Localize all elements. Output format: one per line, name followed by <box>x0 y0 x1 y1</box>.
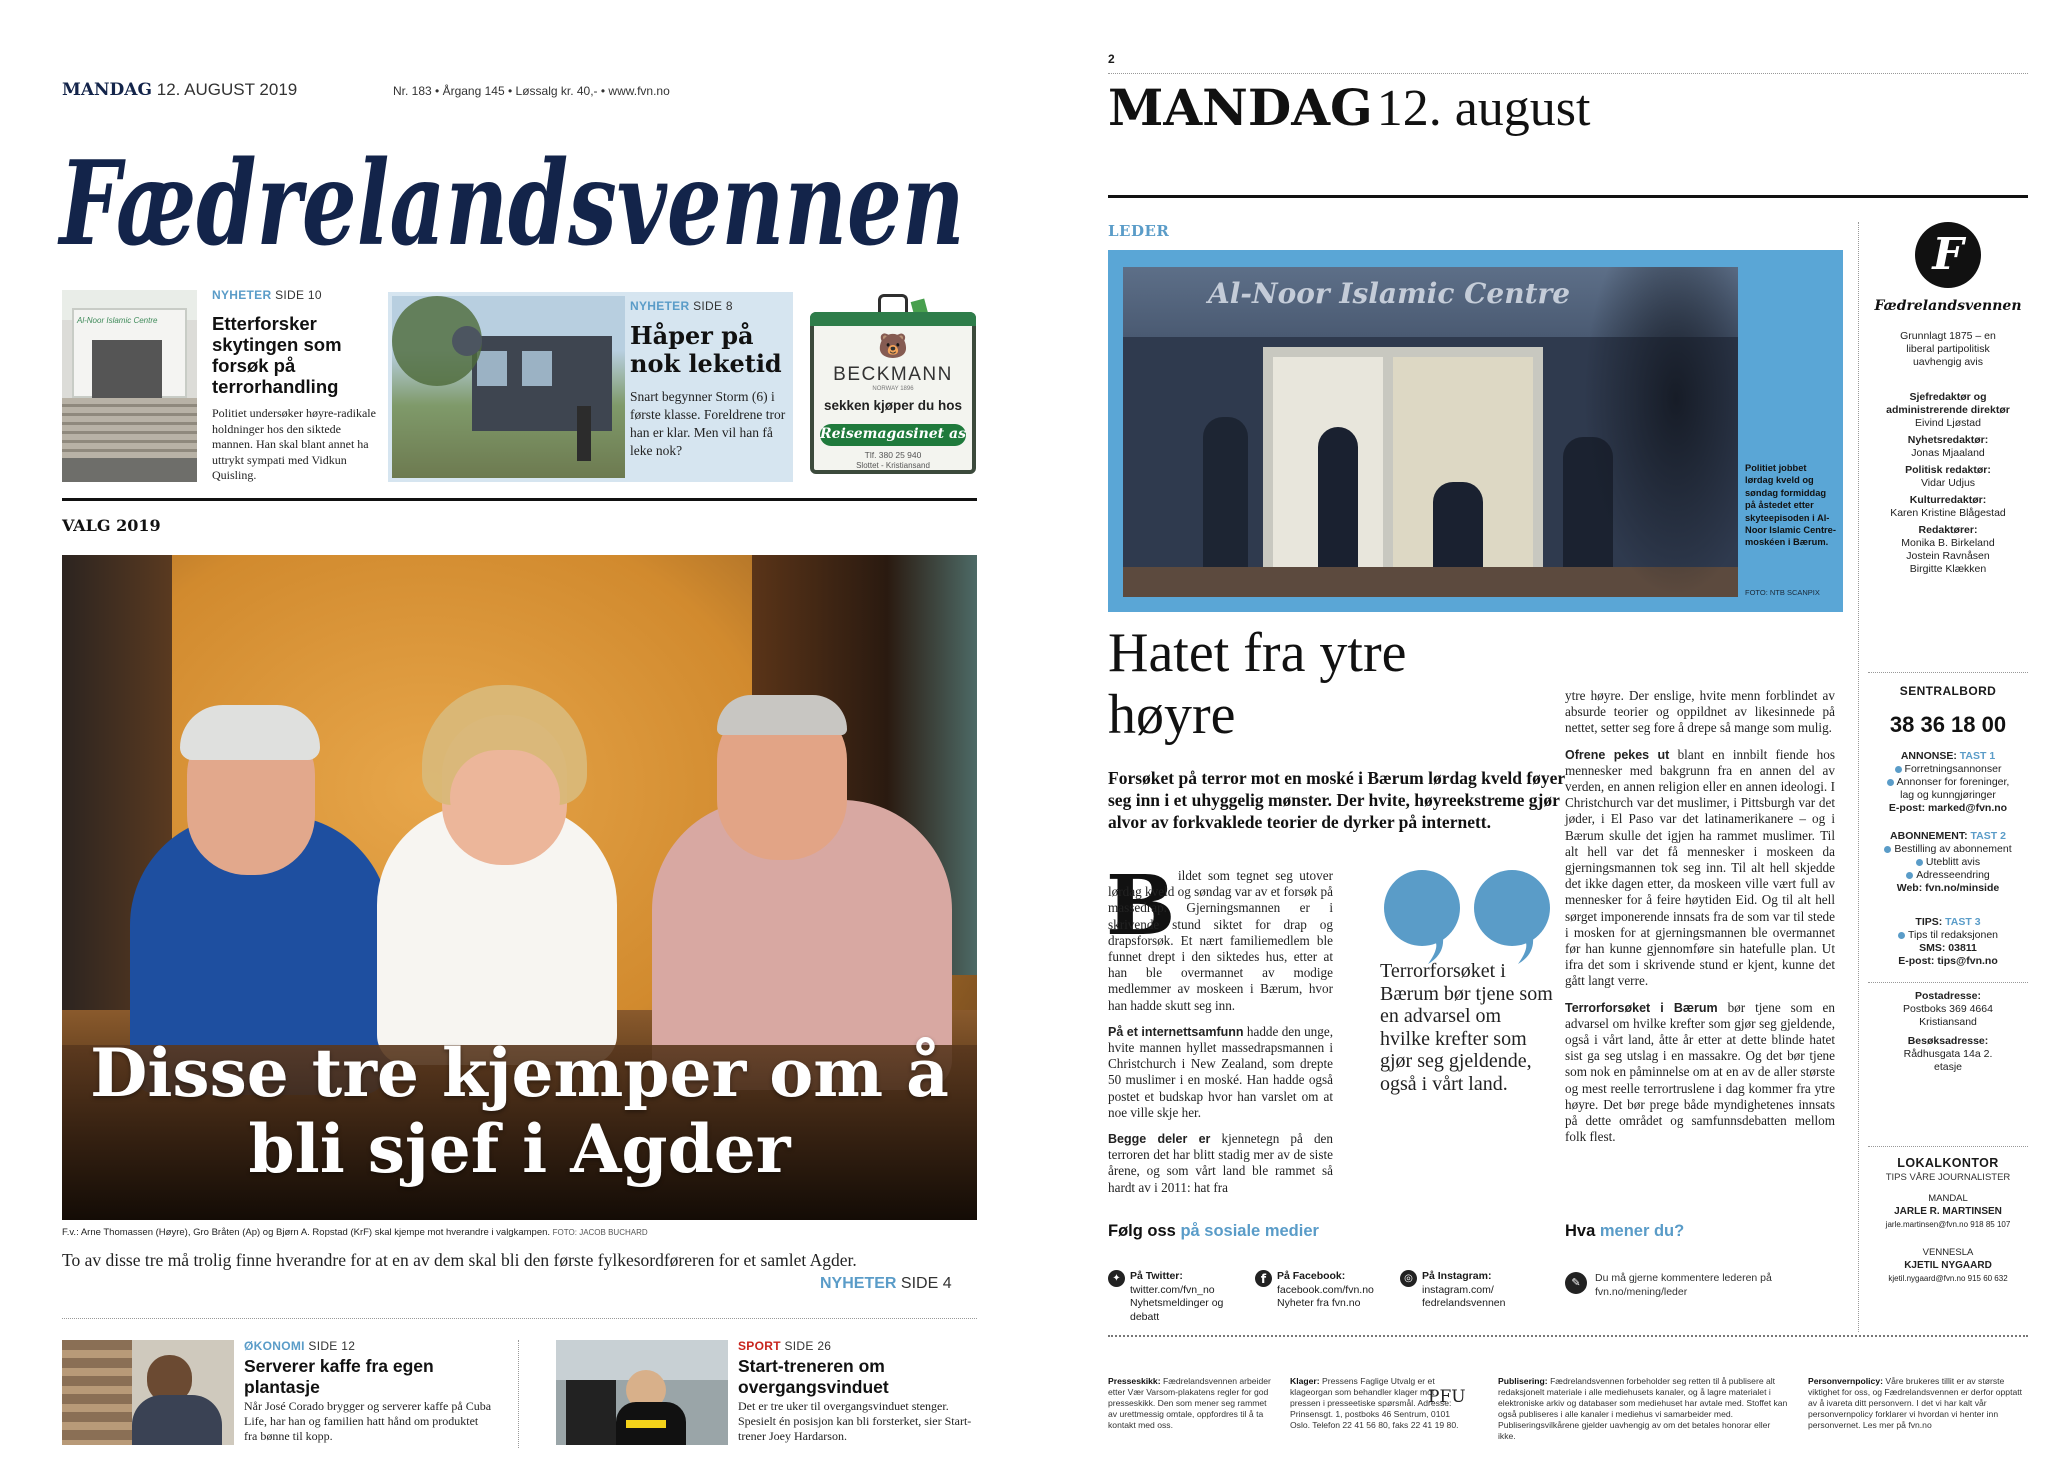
ads-label: ANNONSE: <box>1900 750 1957 762</box>
local-mandal <box>1868 1192 2028 1231</box>
role-title-5: Redaktører: <box>1918 524 1978 536</box>
opinion-title-b: mener du? <box>1599 1222 1685 1240</box>
visit-address: Rådhusgata 14a 2. etasje <box>1903 1048 1993 1073</box>
inside-rule <box>1108 195 2028 198</box>
teaser2-photo <box>392 296 625 478</box>
polar-bear-icon: 🐻 <box>878 334 908 360</box>
sub-web[interactable]: Web: fvn.no/minside <box>1896 882 2000 894</box>
tips-label: TIPS: <box>1915 916 1943 928</box>
comment-icon: ✎ <box>1565 1272 1587 1294</box>
teaser2-box[interactable] <box>388 292 793 482</box>
footer-publisering <box>1498 1376 1788 1442</box>
twitter-icon: ✦ <box>1108 1270 1125 1287</box>
teaser1-sign: Al-Noor Islamic Centre <box>77 316 158 325</box>
inside-day: MANDAG <box>1108 78 1373 137</box>
bottom1-kicker <box>244 1339 355 1353</box>
ad-address: Slottet - Kristiansand <box>856 461 930 470</box>
bottom1-kicker-label: ØKONOMI <box>244 1339 305 1353</box>
bottom1-page: SIDE 12 <box>308 1339 356 1353</box>
lede-ref-label: NYHETER <box>820 1275 897 1292</box>
teaser1-title[interactable]: Etterforsker skytingen som forsøk på terrorhandling <box>212 313 342 397</box>
sidebar <box>1868 222 2028 576</box>
ads-tast: TAST 1 <box>1959 750 1996 762</box>
role-title-3: Politisk redaktør: <box>1905 464 1991 476</box>
dateline-date: 12. AUGUST 2019 <box>156 80 298 99</box>
tips-email[interactable]: E-post: tips@fvn.no <box>1898 955 1998 967</box>
sub-item-1: Bestilling av abonnement <box>1894 843 2012 855</box>
leader-photo-sign: Al-Noor Islamic Centre <box>1208 277 1571 310</box>
sub-block <box>1868 830 2028 895</box>
role-name-2: Jonas Mjaaland <box>1911 447 1985 459</box>
tips-block <box>1868 916 2028 968</box>
role-name-1: Eivind Ljøstad <box>1915 417 1981 429</box>
section-label-valg: VALG 2019 <box>62 516 161 535</box>
visit-label: Besøksadresse: <box>1907 1035 1989 1047</box>
local1-name: JARLE R. MARTINSEN <box>1894 1206 2002 1217</box>
lede-ref-page: SIDE 4 <box>900 1275 952 1292</box>
leader-p2: På et internettsamfunn hadde den unge, hvite mannen hyllet massedrapsmannen i Christchurch i New Zealand, som drepte 50 muslimer i en moské. Han hadde også postet et budskap hvor han varslet om at noe ville skje her. <box>1108 1023 1334 1120</box>
twitter-label: På Twitter: <box>1130 1270 1183 1282</box>
opinion-title-a: Hva <box>1565 1222 1596 1240</box>
sidebar-rule-2 <box>1868 982 2028 983</box>
local2-place: VENNESLA <box>1922 1247 1974 1258</box>
leader-c2p2: Ofrene pekes ut blant en innbilt fiende hos mennesker med bakgrunn fra en annen del av verden, en annen religion eller en annen ideologi. I Christchurch var det muslimer, i Pittsburgh var det jøder, i El Paso var det latinamerikanere – og i Bærum skulle det igjen ha rammet muslimer. Til alt hell var det få mennesker i moskeen da gjerningsmannen tok seg inn. Til alt hell skjedde det ikke dagen etter, da moskeen ville vært full av mennesker for å feire høytiden Eid. Og til alt hell sørget imponerende innsats fra de som var til stede i mosken for at gjerningsmannen ble overmannet før han kunne gjennomføre sin hatefulle plan. Ut ifra det som i skrivende stund er kjent, kunne det gått langt verre. <box>1565 746 1836 989</box>
role-title-2: Nyhetsredaktør: <box>1907 434 1989 446</box>
teaser2-title: Håper på nok leketid <box>630 321 782 378</box>
local-vennesla <box>1868 1246 2028 1285</box>
facebook-text[interactable]: facebook.com/fvn.no Nyheter fra fvn.no <box>1277 1283 1374 1309</box>
front-rule-top <box>62 498 977 501</box>
local2-name: KJETIL NYGAARD <box>1904 1260 1992 1271</box>
issue-price: Løssalg kr. 40,- <box>515 84 598 98</box>
tips-tast: TAST 3 <box>1945 916 1981 928</box>
leader-col2 <box>1565 688 1835 1155</box>
footer-text-4: Våre brukeres tillit er av største viktighet for oss, og Fædrelandsvennen er derfor opptatt av å ivareta ditt personvern. I det vi har kalt vår personvernpolicy forklarer vi hvordan vi henter inn personvernet. Les mer på fvn.no <box>1808 1376 2023 1430</box>
facebook-icon: f <box>1255 1270 1272 1287</box>
issue-number: Nr. 183 <box>393 84 432 98</box>
footer-label-3: Publisering: <box>1498 1376 1548 1386</box>
footer-label-1: Presseskikk: <box>1108 1376 1161 1386</box>
leader-col1 <box>1106 858 1334 1206</box>
local1-contact[interactable]: jarle.martinsen@fvn.no 918 85 107 <box>1885 1220 2011 1229</box>
ad-brand-sub: NORWAY 1896 <box>872 386 914 392</box>
role-title-4: Kulturredaktør: <box>1909 494 1987 506</box>
ad-shop: Reisemagasinet as <box>820 426 966 442</box>
issue-info: Nr. 183 • Årgang 145 • Løssalg kr. 40,- • www.fvn.no <box>393 84 670 98</box>
sidebar-rule-3 <box>1868 1146 2028 1147</box>
inside-top-rule <box>1108 73 2028 74</box>
bottom2-page: SIDE 26 <box>784 1339 832 1353</box>
instagram-icon: ◎ <box>1400 1270 1417 1287</box>
instagram-label: På Instagram: <box>1422 1270 1492 1282</box>
bottom1-photo <box>62 1340 234 1445</box>
caption-text: F.v.: Arne Thomassen (Høyre), Gro Bråten (Ap) og Bjørn A. Ropstad (KrF) skal kjempe mot hverandre i valgkampen. <box>62 1227 551 1238</box>
teaser2-page: SIDE 8 <box>693 299 733 313</box>
local-office-label: LOKALKONTOR <box>1897 1156 1999 1170</box>
lede-ref[interactable] <box>820 1275 952 1293</box>
tips-item-1: Tips til redaksjonen <box>1907 929 1999 941</box>
dateline-day: MANDAG <box>62 80 152 100</box>
pfu-logo: PFU <box>1428 1387 1466 1407</box>
main-caption <box>62 1227 648 1238</box>
footer-personvern <box>1808 1376 2030 1431</box>
social-title <box>1108 1222 1319 1241</box>
leader-photo-caption: Politiet jobbet lørdag kveld og søndag formiddag på åstedet etter skyteepisoden i Al-Noor Islamic Centre-moskéen i Bærum. <box>1745 463 1836 548</box>
main-photo[interactable] <box>62 555 977 1220</box>
switchboard-label: SENTRALBORD <box>1899 684 1997 698</box>
footer-presseskikk <box>1108 1376 1278 1431</box>
tips-sms: SMS: 03811 <box>1919 942 1977 954</box>
sub-tast: TAST 2 <box>1970 830 2006 842</box>
local1-place: MANDAL <box>1928 1193 1968 1204</box>
local-office-sub: TIPS VÅRE JOURNALISTER <box>1885 1172 2011 1183</box>
teaser2-kicker-label: NYHETER <box>630 299 690 313</box>
leader-pullquote: Terrorforsøket i Bærum bør tjene som en advarsel om hvilke krefter som gjør seg gjeldende, også i vårt land. <box>1380 960 1553 1095</box>
ads-item-2: Annonser for foreninger, lag og kunngjøringer <box>1896 776 2010 801</box>
sidebar-founded: Grunnlagt 1875 – en liberal partipolitisk uavhengig avis <box>1900 330 1996 368</box>
front-divider <box>62 1318 977 1319</box>
role-title-1: Sjefredaktør og administrerende direktør <box>1886 391 2010 416</box>
footer-text-2: Pressens Faglige Utvalg er et klageorgan som behandler klager mot pressen i presseetiske spørsmål. Adresse: Prinsensgt. 1, postboks 46 Sentrum, 0101 Oslo. Telefon 22 41 56 80, faks 22 41 19 80. <box>1290 1376 1459 1430</box>
masthead-text: Fædrelandsvennen <box>57 136 965 262</box>
teaser2-kicker <box>630 299 733 313</box>
leader-standfirst: Forsøket på terror mot en moské i Bærum lørdag kveld føyer seg inn i et uhyggelig mønster. Der hvite, høyreekstreme gjør alvor av forkvaklede teorier de dyrker på internett. <box>1108 768 1565 832</box>
leader-c2p1: ytre høyre. Der enslige, hvite menn forblindet av absurde teorier og oppildnet av likesinnede på nettet, setter seg fore å drepe så mange som mulig. <box>1565 688 1835 736</box>
address-block <box>1868 990 2028 1074</box>
sidebar-divider <box>1858 222 1859 1332</box>
role-name-3: Vidar Udjus <box>1920 477 1976 489</box>
ad-phone: Tlf. 380 25 940 <box>864 450 922 460</box>
instagram-text[interactable]: instagram.com/ fedrelandsvennen <box>1422 1283 1506 1309</box>
teaser1-kicker <box>212 288 322 302</box>
bottom-divider <box>518 1340 519 1448</box>
sub-item-3: Adresseendring <box>1916 869 1990 881</box>
issue-volume: Årgang 145 <box>442 84 505 98</box>
main-headline[interactable]: Disse tre kjemper om å bli sjef i Agder <box>90 1034 949 1188</box>
sidebar-masthead: Fædrelandsvennen <box>1874 298 2022 314</box>
local2-contact[interactable]: kjetil.nygaard@fvn.no 915 60 632 <box>1888 1274 2008 1283</box>
sidebar-rule-1 <box>1868 672 2028 673</box>
facebook-label: På Facebook: <box>1277 1270 1346 1282</box>
teaser2-body: Snart begynner Storm (6) i første klasse. Foreldrene tror han er klar. Men vil han få leke nok? <box>630 389 786 458</box>
teaser1-photo <box>62 290 197 482</box>
switchboard-number[interactable]: 38 36 18 00 <box>1889 712 2007 737</box>
front-dateline <box>62 80 297 100</box>
bottom1-body: Når José Corado brygger og serverer kaffe på Cuba Life, har han og familien hatt hånd om produktet fra bønne til kopp. <box>244 1399 492 1443</box>
opinion-text[interactable]: Du må gjerne kommentere lederen på fvn.no/mening/leder <box>1595 1272 1772 1298</box>
footer-rule <box>1108 1335 2028 1337</box>
masthead-logo <box>55 112 970 262</box>
post-address: Postboks 369 4664 Kristiansand <box>1903 1003 1993 1028</box>
ads-item-1: Forretningsannonser <box>1904 763 2002 775</box>
footer-label-2: Klager: <box>1290 1376 1320 1386</box>
footer-text-1: Fædrelandsvennen arbeider etter Vær Varsom-plakatens regler for god presseskikk. Den som mener seg rammet av urettmessig omtale, oppfordres til å ta kontakt med oss. <box>1108 1376 1271 1430</box>
ad-brand: BECKMANN <box>833 364 953 385</box>
leader-dropcap: B <box>1106 858 1176 954</box>
ads-email[interactable]: E-post: marked@fvn.no <box>1888 802 2008 814</box>
inside-date: 12. august <box>1376 80 1591 137</box>
leader-photo-credit: FOTO: NTB SCANPIX <box>1745 588 1820 597</box>
teaser1-body: Politiet undersøker høyre-radikale holdninger hos den siktede mannen. Han skal blant annet ha uttrykt sympati med Vidkun Quisling. <box>212 406 376 482</box>
section-label-leder: LEDER <box>1108 222 1170 240</box>
page-number: 2 <box>1108 52 1115 66</box>
bottom2-kicker-label: SPORT <box>738 1339 781 1353</box>
sidebar-roles <box>1868 391 2028 576</box>
leader-c2p3: Terrorforsøket i Bærum bør tjene som en advarsel om hvilke krefter som gjør seg gjeldende, også i vårt land, åtte år etter at dette blinde hatet sist ga seg utslag i en massakre. Og det bør tjene som nok en påminnelse om at en av de aller største og mest reelle terrortruslene i dag kommer fra ytre høyre. Det bør prege både myndighetenes innsats på dette området og samfunnsdebatten mellom folk flest. <box>1565 999 1835 1145</box>
fvn-logo-icon: F <box>1915 222 1981 288</box>
footer-label-4: Personvernpolicy: <box>1808 1376 1883 1386</box>
leader-photo-box <box>1108 250 1843 612</box>
quote-marks-icon <box>1380 866 1560 966</box>
ad-beckmann[interactable] <box>808 292 978 482</box>
bottom2-kicker <box>738 1339 831 1353</box>
opinion-title <box>1565 1222 1684 1241</box>
sub-label: ABONNEMENT: <box>1890 830 1968 842</box>
sub-item-2: Uteblitt avis <box>1925 856 1981 868</box>
bottom2-body: Det er tre uker til overgangsvinduet stenger. Spesielt én posisjon kan bli forsterket, sier Start-trener Joey Hardarson. <box>738 1399 972 1443</box>
leader-headline[interactable]: Hatet fra ytre høyre <box>1108 622 1407 746</box>
caption-credit: FOTO: JACOB BUCHARD <box>552 1228 648 1237</box>
bottom1-title[interactable]: Serverer kaffe fra egen plantasje <box>244 1356 434 1397</box>
leader-p1: ildet som tegnet seg utover lørdag kveld og søndag var av et forsøk på massedrap. Gjerningsmannen er i skrivende stund siktet for drap og drapsforsøk. Et nært familiemedlem ble funnet drept i den siktedes hus, etter at han ble overmannet av modige medlemmer av moskeen i Bærum, hvor han hadde skutt seg inn. <box>1108 868 1333 1013</box>
ads-block <box>1868 750 2028 815</box>
bottom2-photo <box>556 1340 728 1445</box>
inside-dateline <box>1108 78 1590 138</box>
role-name-5: Monika B. Birkeland Jostein Ravnåsen Birgitte Klækken <box>1901 537 1995 575</box>
leader-p3: Begge deler er kjennetegn på den terroren det har blitt stadig mer av de siste årene, og som vårt land ble rammet så hardt av i 2011: hat fra <box>1108 1131 1333 1195</box>
issue-url: www.fvn.no <box>608 84 670 98</box>
teaser1-page: SIDE 10 <box>275 288 322 302</box>
post-label: Postadresse: <box>1915 990 1981 1002</box>
leader-photo[interactable] <box>1123 267 1738 597</box>
ad-line1: sekken kjøper du hos <box>823 398 963 413</box>
social-title-b: på sosiale medier <box>1180 1222 1319 1240</box>
role-name-4: Karen Kristine Blågestad <box>1890 507 2006 519</box>
bottom2-title[interactable]: Start-treneren om overgangsvinduet <box>738 1356 889 1397</box>
twitter-text[interactable]: twitter.com/fvn_no Nyhetsmeldinger og debatt <box>1130 1283 1224 1323</box>
footer-text-3: Fædrelandsvennen forbeholder seg retten til å publisere alt redaksjonelt materiale i alle mediehusets kanaler, og å lagre materialet i elektroniske arkiv og databaser som mediehuset har avtale med. Stoffet kan også publiseres i alle kanaler i mediehus vi samarbeider med. Publiseringsvilkårene gjelder uavhengig av om det betales honorar eller ikke. <box>1498 1376 1788 1441</box>
teaser1-kicker-label: NYHETER <box>212 288 272 302</box>
social-title-a: Følg oss <box>1108 1222 1176 1240</box>
main-lede: To av disse tre må trolig finne hverandre for at en av dem skal bli den første fylkesordføreren for et samlet Agder. <box>62 1250 857 1270</box>
